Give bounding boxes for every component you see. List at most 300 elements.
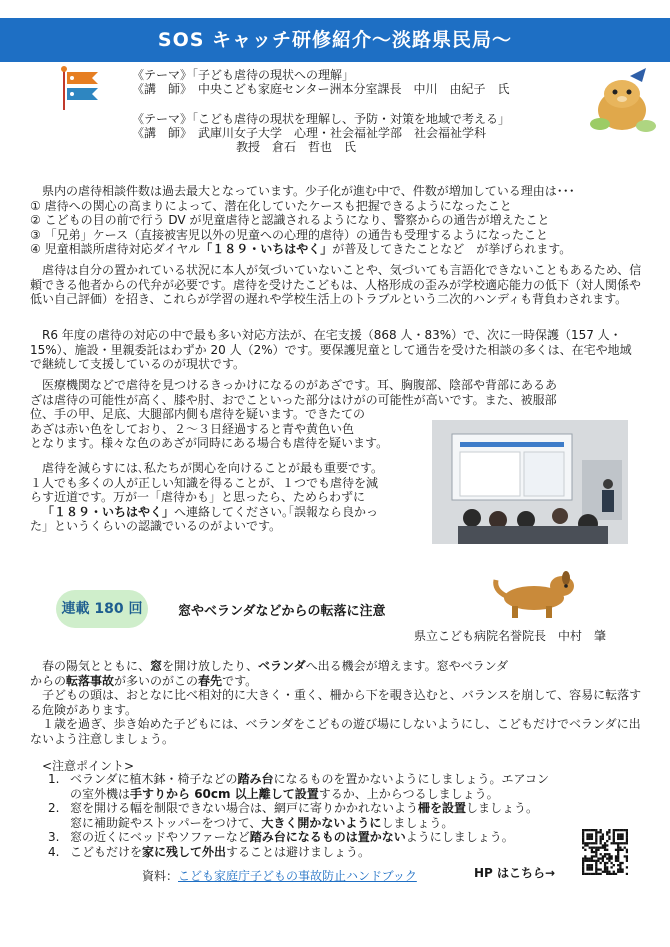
article-para-2-text: R6 年度の虐待の対応の中で最も多い対応方法が、在宅支援（868 人・83%）で、次に一時保護（157 人・15%）、施設・里親委託はわずか 20 人（2%）です。要保護児童として通告を受けた相談の多くは、在宅や地域で継続して支援しているのが現状です。 [30,328,632,372]
qr-module [595,829,597,831]
qr-module [586,857,588,859]
qr-module [582,829,584,831]
point-segment: こどもだけを [70,844,143,859]
para-3-line-5: となります。様々な色のあざが同時にある場合も虐待を疑います。 [30,436,389,451]
qr-module [617,857,619,859]
qr-module [600,838,602,840]
qr-module [589,860,591,862]
point-emphasis: 踏み台 [237,772,274,786]
qr-module [606,844,608,846]
qr-module [591,864,593,866]
point-text [70,801,538,816]
qr-module [586,836,588,838]
qr-module [589,873,591,875]
qr-module [615,860,617,862]
qr-module [604,855,606,857]
qr-module [589,836,591,838]
qr-module [608,853,610,855]
qr-module [619,862,621,864]
qr-module [604,842,606,844]
qr-module [604,871,606,873]
qr-module [589,838,591,840]
qr-module [591,838,593,840]
point-item [48,787,638,802]
qr-module [617,836,619,838]
series-title: 窓やベランダなどからの転落に注意 [178,604,386,619]
qr-module [613,833,615,835]
theme-1-title: 《テーマ》「子ども虐待の現状への理解」 [132,68,355,82]
article-para-4 [30,461,428,534]
qr-module [610,855,612,857]
qr-module [613,838,615,840]
qr-module [617,849,619,851]
qr-module [593,851,595,853]
series-p1-d: ベランダ [258,659,306,673]
qr-module [615,857,617,859]
qr-module [602,871,604,873]
qr-module [619,842,621,844]
point-number: 4. [48,844,60,859]
qr-module [608,857,610,859]
qr-module [608,873,610,875]
seminar-photo-image [432,420,628,544]
qr-module [600,842,602,844]
qr-module [613,840,615,842]
qr-module [600,857,602,859]
qr-module [593,873,595,875]
series-p1b [30,674,642,689]
qr-module [604,868,606,870]
qr-module [626,855,628,857]
qr-module [624,847,626,849]
qr-module [621,836,623,838]
qr-module [582,864,584,866]
qr-module [613,842,615,844]
series-p1b-d: 春先 [198,673,223,688]
para-4-line-2: １人でも多くの人が正しい知識を得ることが、１つでも虐待を減 [30,475,379,490]
qr-module [606,833,608,835]
qr-module [606,862,608,864]
para-4-hotline: 「１８９・いちはやく」 [42,504,175,519]
point-segment: しましょう。 [381,815,454,830]
point-item [48,845,638,860]
point-segment: 窓を開ける幅を制限できない場合は、網戸に寄りかかれないよう [70,801,419,816]
reason-4-tail: が普及してきたことなど が挙げられます。 [332,242,572,257]
article-intro: 県内の虐待相談件数は過去最大となっています。少子化が進む中で、件数が増加している理由は･･･ [42,184,575,198]
qr-module [591,873,593,875]
qr-module [604,847,606,849]
qr-module [586,868,588,870]
qr-module [619,868,621,870]
qr-module [586,833,588,835]
qr-module [606,840,608,842]
qr-module [586,873,588,875]
qr-module [591,868,593,870]
qr-module [595,873,597,875]
series-p1b-c: が多いのがこの [114,673,199,688]
point-item [48,830,638,845]
reason-3: ③ 「兄弟」ケース（直接被害児以外の児童への心理的虐待）の通告も受理するようになったこと [30,227,548,242]
qr-module [626,833,628,835]
qr-module [591,847,593,849]
qr-module [610,842,612,844]
qr-module [586,860,588,862]
qr-module [582,847,584,849]
qr-module [621,842,623,844]
mascot-illustration-icon [580,66,662,136]
qr-module [586,838,588,840]
qr-module [591,842,593,844]
qr-module [617,860,619,862]
qr-module [600,836,602,838]
qr-module [613,873,615,875]
hp-link-text[interactable]: HP はこちら→ [474,866,556,880]
qr-module [604,864,606,866]
qr-module [617,829,619,831]
qr-module [626,836,628,838]
theme-block-2 [132,112,510,154]
series-p1-c: を開け放したり、 [162,659,259,673]
qr-module [582,871,584,873]
series-p1b-b: 転落事故 [66,673,115,688]
series-p3: １歳を過ぎ、歩き始めた子どもには、ベランダをこどもの遊び場にしないようにし、こどもだけでベランダに出ないよう注意しましょう。 [30,717,641,746]
qr-module [586,864,588,866]
qr-module [595,866,597,868]
reason-4 [30,242,642,257]
point-segment: の室外機は [70,786,131,801]
qr-module [600,853,602,855]
qr-module [606,849,608,851]
qr-module [608,855,610,857]
qr-module [621,849,623,851]
series-author: 県立こども病院名誉院長 中村 肇 [414,629,607,643]
qr-module [582,862,584,864]
reason-1: ① 虐待への関心の高まりによって、潜在化していたケースも把握できるようになったこと [30,198,512,213]
article-para-1 [30,263,642,307]
series-badge: 連載 180 回 [56,590,148,628]
theme-2-lecturer-title: 教授 倉石 哲也 氏 [236,140,357,154]
series-body [30,659,642,747]
qr-module [608,860,610,862]
series-p1-e: へ出る機会が増えます。窓やベランダ [305,659,509,673]
qr-module [617,871,619,873]
qr-module [582,873,584,875]
series-p2: 子どもの頭は、おとなに比べ相対的に大きく・重く、柵から下を覗き込むと、バランスを崩して、容易に転落する危険があります。 [30,688,642,717]
qr-module [595,840,597,842]
qr-module [589,857,591,859]
qr-module [617,844,619,846]
point-number: 3. [48,830,60,845]
qr-module [619,829,621,831]
qr-module [595,860,597,862]
qr-module [613,864,615,866]
qr-module [626,873,628,875]
qr-module [604,866,606,868]
qr-module [621,833,623,835]
series-p1b-e: です。 [222,673,258,688]
qr-module [626,866,628,868]
qr-module [586,844,588,846]
qr-module [626,849,628,851]
series-p1b-a: からの [30,673,67,688]
point-text [70,772,549,787]
qr-module [584,849,586,851]
qr-module [621,871,623,873]
qr-module [626,851,628,853]
series-p1-b: 窓 [150,659,163,673]
qr-module [595,842,597,844]
qr-module [602,833,604,835]
article-para-2 [30,328,642,372]
point-text [70,787,499,802]
qr-module [619,833,621,835]
para-4-line-5: た」というくらいの認識でいるのがよいです。 [30,519,282,534]
qr-module [597,849,599,851]
qr-module [589,833,591,835]
qr-module [624,855,626,857]
theme-1-lecturer: 《講 師》 中央こども家庭センター洲本分室課長 中川 由紀子 氏 [132,82,510,96]
qr-module [606,857,608,859]
qr-module [600,847,602,849]
qr-module [604,853,606,855]
para-3-line-3: 位、手の甲、足底、大腿部内側も虐待を疑います。できたての [30,407,366,422]
qr-module [586,829,588,831]
qr-module [617,842,619,844]
qr-module [619,847,621,849]
qr-module [604,849,606,851]
qr-module [593,847,595,849]
qr-module [619,836,621,838]
qr-module [597,847,599,849]
point-emphasis: 手すりから 60cm 以上離して設置 [130,786,319,801]
qr-module [613,831,615,833]
qr-module [597,868,599,870]
qr-module [617,864,619,866]
qr-module [597,873,599,875]
qr-module [582,838,584,840]
qr-module [584,842,586,844]
qr-module [610,866,612,868]
qr-module [584,860,586,862]
qr-module [617,851,619,853]
point-item [48,801,638,816]
qr-module [591,857,593,859]
qr-module [582,833,584,835]
qr-module [595,855,597,857]
qr-module [617,853,619,855]
qr-module [582,857,584,859]
point-segment: 窓に補助錠やストッパーをつけて、 [70,815,262,830]
qr-module [617,838,619,840]
qr-module [621,838,623,840]
qr-module [602,860,604,862]
qr-module [584,829,586,831]
series-p1 [30,659,642,674]
article-para-1-text: 虐待は自分の置かれている状況に本人が気づいていないことや、気づいても言語化できないこともあるため、信頼できる他者からの代弁が必要です。虐待を受けたこどもは、人格形成の歪みが学校適応能力の低下（対人関係や低い自己評価）を招き、これらが学習の遅れや学校生活上のトラブルという二次的ハンディも背負わされます。 [30,263,642,307]
point-segment: 窓の近くにベッドやソファーなど [70,830,250,845]
qr-module [584,855,586,857]
qr-module [602,847,604,849]
qr-module [602,857,604,859]
qr-module [584,857,586,859]
qr-module [621,868,623,870]
qr-module [582,836,584,838]
qr-module [595,851,597,853]
point-emphasis: 踏み台になるものは置かない [249,830,406,845]
para-4-line-1: 虐待を減らすには､私たちが関心を向けることが最も重要です。 [42,461,384,475]
qr-module [619,864,621,866]
qr-code-icon[interactable] [582,829,628,875]
qr-module [595,871,597,873]
qr-module [613,829,615,831]
qr-module [610,857,612,859]
qr-module [593,829,595,831]
qr-module [602,838,604,840]
reason-4-hotline: 「１８９・いちはやく」 [200,242,333,257]
qr-module [619,866,621,868]
qr-module [606,853,608,855]
qr-module [597,857,599,859]
para-4-line-3: らす近道です。万が一「虐待かも」と思ったら、ためらわずに [30,490,366,505]
point-number: 2. [48,801,60,816]
para-3-line-1: 医療機関などで虐待を見つけるきっかけになるのがあざです。耳、胸腹部、陰部や背部にあるあ [42,378,558,392]
qr-module [589,829,591,831]
qr-module [595,831,597,833]
qr-module [600,840,602,842]
qr-module [615,849,617,851]
point-emphasis: 家に残して外出 [142,844,227,859]
qr-module [591,836,593,838]
qr-module [608,829,610,831]
qr-module [584,873,586,875]
qr-module [608,831,610,833]
qr-module [606,831,608,833]
qr-module [600,873,602,875]
point-emphasis: 柵を設置 [418,801,467,816]
qr-module [619,849,621,851]
qr-module [589,866,591,868]
theme-block-1 [132,68,510,96]
qr-module [582,840,584,842]
qr-module [602,855,604,857]
qr-module [595,864,597,866]
point-text [70,816,453,831]
qr-module [619,871,621,873]
qr-module [589,864,591,866]
qr-module [617,868,619,870]
source-link[interactable]: こども家庭庁子どもの事故防止ハンドブック [178,869,417,883]
qr-module [582,831,584,833]
qr-module [591,849,593,851]
qr-module [621,862,623,864]
dog-illustration-icon [488,568,580,622]
para-4-tail-1: へ連絡してください｡｢誤報なら良かっ [174,504,379,519]
qr-module [595,838,597,840]
qr-module [610,862,612,864]
qr-module [617,847,619,849]
qr-module [626,838,628,840]
qr-module [591,833,593,835]
qr-module [600,829,602,831]
qr-module [582,860,584,862]
qr-module [615,829,617,831]
qr-module [586,842,588,844]
qr-module [595,862,597,864]
qr-module [589,847,591,849]
qr-module [604,862,606,864]
qr-module [606,873,608,875]
qr-module [617,833,619,835]
theme-2-lecturer: 《講 師》 武庫川女子大学 心理・社会福祉学部 社会福祉学科 [132,126,487,140]
qr-module [626,857,628,859]
qr-module [589,842,591,844]
article-intro-block [30,184,642,257]
qr-module [613,871,615,873]
point-number [48,787,70,802]
point-segment: することは避けましょう。 [226,844,371,859]
reason-2: ② こどもの目の前で行う DV が児童虐待と認識されるようになり、警察からの通告が増えたこと [30,213,550,228]
point-text [70,830,514,845]
carp-flag-icon [58,66,106,110]
point-segment: するか、上からつるしましょう。 [318,786,499,801]
qr-module [606,871,608,873]
source-label: 資料： [142,869,179,883]
qr-module [608,871,610,873]
qr-module [626,860,628,862]
point-segment: ようにしましょう。 [405,830,514,845]
series-p1-a: 春の陽気とともに、 [42,659,151,673]
qr-module [597,860,599,862]
point-segment: しましょう。 [466,801,539,816]
qr-module [595,849,597,851]
source-line [142,867,417,884]
point-number: 1. [48,772,60,786]
para-3-line-2: ざは虐待の可能性が高く、膝や肘、おでこといった部分はけがの可能性が高いです。また、被服部 [30,392,557,407]
qr-module [608,838,610,840]
reason-4-text: ④ 児童相談所虐待対応ダイヤル [30,242,201,257]
qr-module [615,855,617,857]
point-number [48,816,70,831]
qr-module [617,855,619,857]
qr-module [626,831,628,833]
qr-module [621,829,623,831]
qr-module [595,853,597,855]
qr-module [591,860,593,862]
qr-module [619,838,621,840]
theme-2-title: 《テーマ》「こども虐待の現状を理解し、予防・対策を地域で考える」 [132,112,511,126]
qr-module [591,866,593,868]
point-text [70,845,370,860]
page-title: SOS キャッチ研修紹介〜淡路県民局〜 [0,18,670,62]
qr-module [593,842,595,844]
qr-module [615,873,617,875]
qr-module [604,844,606,846]
qr-module [600,862,602,864]
qr-module [589,868,591,870]
qr-module [597,831,599,833]
qr-module [626,842,628,844]
qr-module [602,836,604,838]
qr-module [602,844,604,846]
qr-module [613,836,615,838]
para-3-line-4: あざは赤い色をしており、２〜３日経過すると青や黄色い色 [30,421,355,436]
qr-module [586,866,588,868]
point-item [48,816,638,831]
qr-module [582,868,584,870]
qr-module [593,860,595,862]
qr-module [626,840,628,842]
qr-module [591,855,593,857]
